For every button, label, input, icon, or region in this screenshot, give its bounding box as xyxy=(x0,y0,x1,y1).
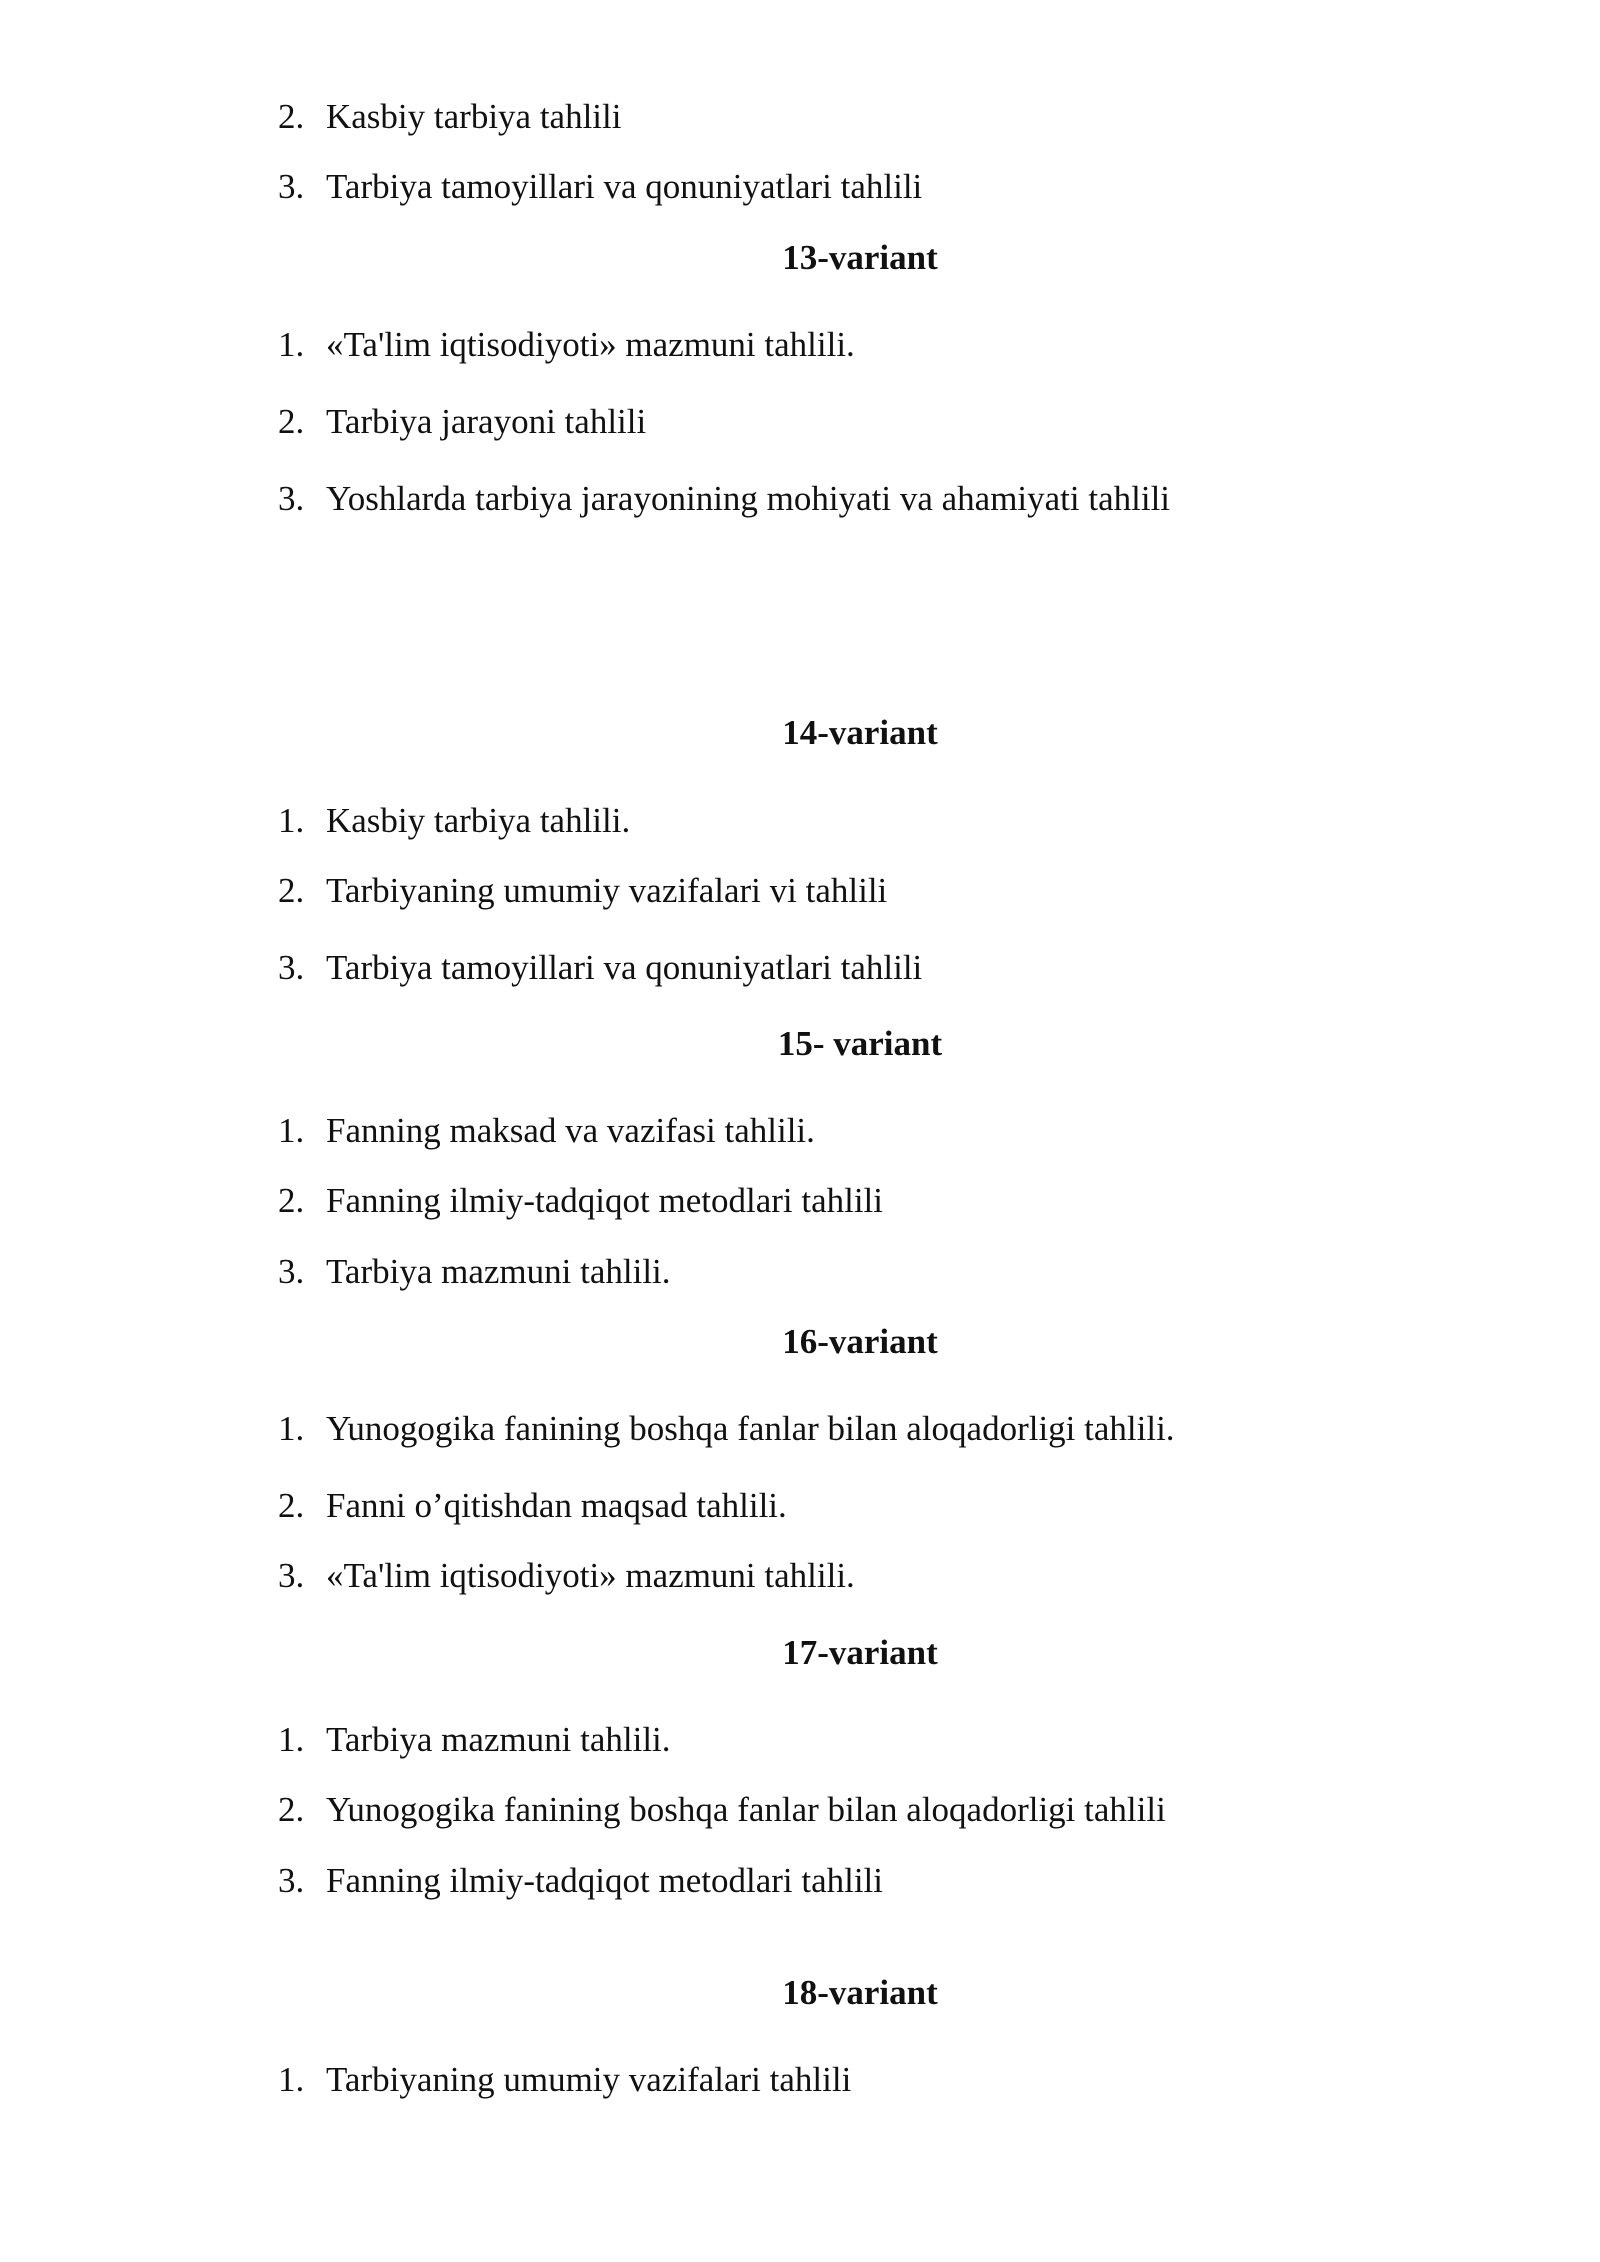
list-item xyxy=(278,948,1378,988)
list-item-number: 1. xyxy=(278,801,305,840)
list-item-number: 2. xyxy=(278,1181,305,1220)
list-item-text: Fanning ilmiy-tadqiqot metodlari tahlili xyxy=(326,1861,884,1900)
list-item-number: 3. xyxy=(278,167,305,206)
list-item xyxy=(278,325,1378,365)
list-item-number: 2. xyxy=(278,871,305,910)
list-item-number: 1. xyxy=(278,1111,305,1150)
list-item-number: 2. xyxy=(278,402,305,441)
variant-heading: 13-variant xyxy=(782,238,938,277)
list-item-number: 3. xyxy=(278,1861,305,1900)
list-item-text: Kasbiy tarbiya tahlili. xyxy=(326,801,631,840)
list-item-text: Tarbiya mazmuni tahlili. xyxy=(326,1720,671,1759)
list-item-text: Yoshlarda tarbiya jarayonining mohiyati va ahamiyati tahlili xyxy=(326,479,1171,518)
list-item-number: 1. xyxy=(278,325,305,364)
variant-heading: 18-variant xyxy=(782,1973,938,2012)
list-item-number: 3. xyxy=(278,479,305,518)
list-item xyxy=(278,1720,1378,1760)
list-item-text: Tarbiya tamoyillari va qonuniyatlari tahlili xyxy=(326,948,923,987)
list-item xyxy=(278,1409,1378,1449)
list-item-text: Fanning maksad va vazifasi tahlili. xyxy=(326,1111,815,1150)
list-item xyxy=(278,1111,1378,1151)
list-item xyxy=(278,167,1378,207)
list-item-text: Fanni o’qitishdan maqsad tahlili. xyxy=(326,1486,787,1525)
list-item xyxy=(278,871,1378,911)
list-item-text: Tarbiya mazmuni tahlili. xyxy=(326,1252,671,1291)
list-item-text: Tarbiya tamoyillari va qonuniyatlari tahlili xyxy=(326,167,923,206)
list-item-number: 1. xyxy=(278,1409,305,1448)
list-item xyxy=(278,1861,1378,1901)
list-item-number: 3. xyxy=(278,948,305,987)
list-item xyxy=(278,1181,1378,1221)
list-item xyxy=(278,1252,1378,1292)
list-item-text: «Ta'lim iqtisodiyoti» mazmuni tahlili. xyxy=(326,1556,855,1595)
variant-heading: 14-variant xyxy=(782,713,938,752)
list-item-number: 1. xyxy=(278,1720,305,1759)
list-item-text: Tarbiyaning umumiy vazifalari vi tahlili xyxy=(326,871,888,910)
list-item xyxy=(278,1556,1378,1596)
list-item-text: «Ta'lim iqtisodiyoti» mazmuni tahlili. xyxy=(326,325,855,364)
list-item-number: 1. xyxy=(278,2060,305,2099)
list-item xyxy=(278,801,1378,841)
list-item xyxy=(278,1486,1378,1526)
list-item-number: 3. xyxy=(278,1556,305,1595)
list-item-text: Yunogogika fanining boshqa fanlar bilan aloqadorligi tahlili. xyxy=(326,1409,1175,1448)
variant-heading: 16-variant xyxy=(782,1322,938,1361)
list-item-text: Kasbiy tarbiya tahlili xyxy=(326,97,622,136)
list-item-text: Yunogogika fanining boshqa fanlar bilan aloqadorligi tahlili xyxy=(326,1790,1166,1829)
variant-heading: 15- variant xyxy=(777,1024,943,1063)
list-item-text: Fanning ilmiy-tadqiqot metodlari tahlili xyxy=(326,1181,884,1220)
list-item xyxy=(278,2060,1378,2100)
variant-heading: 17-variant xyxy=(782,1633,938,1672)
list-item-number: 3. xyxy=(278,1252,305,1291)
list-item-number: 2. xyxy=(278,1790,305,1829)
list-item xyxy=(278,479,1378,519)
list-item xyxy=(278,402,1378,442)
list-item-number: 2. xyxy=(278,97,305,136)
list-item xyxy=(278,1790,1378,1830)
list-item-number: 2. xyxy=(278,1486,305,1525)
list-item xyxy=(278,97,1378,137)
list-item-text: Tarbiyaning umumiy vazifalari tahlili xyxy=(326,2060,852,2099)
list-item-text: Tarbiya jarayoni tahlili xyxy=(326,402,647,441)
